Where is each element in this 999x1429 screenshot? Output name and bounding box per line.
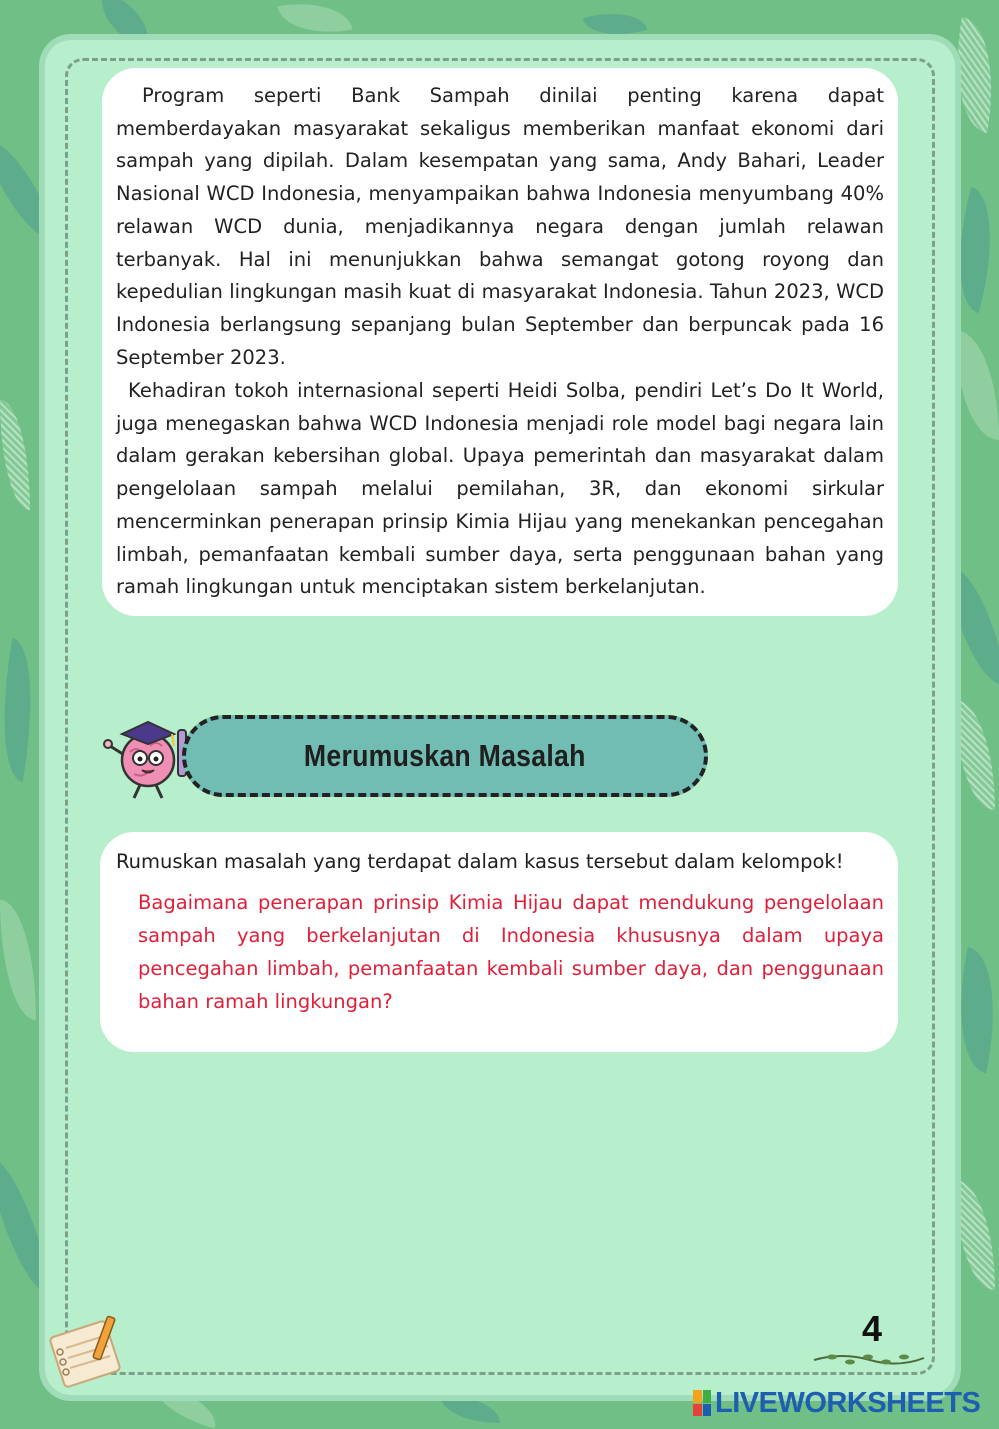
liveworksheets-logo-icon [693, 1390, 711, 1416]
article-paragraph-2: Kehadiran tokoh internasional seperti Heidi Solba, pendiri Let’s Do It World, juga menegaskan bahwa WCD Indonesia menjadi role model bagi negara lain dalam gerakan kebersihan global. Upaya pemerintah dan masyarakat dalam pengelolaan sampah melalui pemilahan, 3R, dan ekonomi sirkular mencerminkan penerapan prinsip Kimia Hijau yang menekankan pencegahan limbah, pemanfaatan kembali sumber daya, serta penggunaan bahan yang ramah lingkungan untuk menciptakan sistem berkelanjutan. [116, 379, 884, 599]
question-prompt: Rumuskan masalah yang terdapat dalam kasus tersebut dalam kelompok! [116, 850, 844, 873]
notebook-pencil-icon [48, 1308, 133, 1393]
section-title: Merumuskan Masalah [304, 738, 586, 773]
leaf-decoration [955, 1180, 995, 1290]
leaf-decoration [955, 330, 999, 440]
leaf-decoration [277, 0, 352, 42]
leaf-decoration [582, 3, 647, 46]
brand-name: LIVEWORKSHEETS [715, 1386, 981, 1419]
leaf-decoration [0, 400, 30, 510]
answer-text[interactable]: Bagaimana penerapan prinsip Kimia Hijau dapat mendukung pengelolaan sampah yang berkelanjutan di Indonesia khususnya dalam upaya pencegahan limbah, pemanfaatan kembali sumber daya, dan penggunaan bahan ramah lingkungan? [138, 891, 884, 1013]
vine-decoration-icon [812, 1348, 927, 1370]
page-number: 4 [861, 1308, 883, 1349]
article-paragraph-1: Program seperti Bank Sampah dinilai penting karena dapat memberdayakan masyarakat sekaligus memberikan manfaat ekonomi dari sampah yang dipilah. Dalam kesempatan yang sama, Andy Bahari, Leader Nasional WCD Indonesia, menyampaikan bahwa Indonesia menyumbang 40% relawan WCD dunia, menjadikannya negara dengan jumlah relawan terbanyak. Hal ini menunjukkan bahwa semangat gotong royong dan kepedulian lingkungan masih kuat di masyarakat Indonesia. Tahun 2023, WCD Indonesia berlangsung sepanjang bulan September dan berpuncak pada 16 September 2023. [116, 84, 884, 369]
leaf-decoration [955, 700, 995, 810]
brand-logo[interactable] [693, 1386, 980, 1420]
section-title-banner [182, 715, 708, 797]
leaf-decoration [0, 900, 36, 1020]
leaf-decoration [0, 638, 47, 782]
leaf-decoration [440, 1395, 500, 1423]
